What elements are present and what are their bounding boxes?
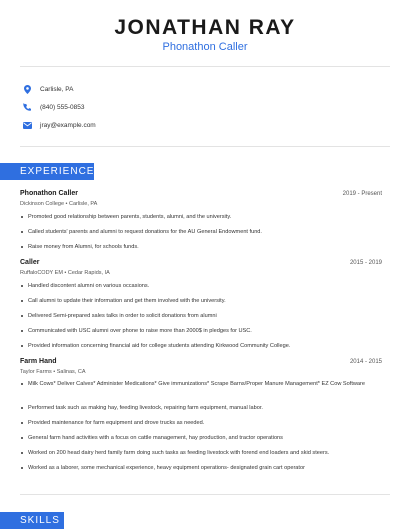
email-icon [22, 120, 32, 130]
job-bullet: Call alumni to update their information and get them involved with the university. [20, 297, 380, 305]
location-text: Carlisle, PA [40, 85, 74, 93]
job-bullet: Raise money from Alumni, for schools funds. [20, 243, 380, 251]
phone-icon [22, 102, 32, 112]
job-title-heading: Phonathon Caller [162, 41, 248, 53]
job-dates: 2014 - 2015 [349, 359, 382, 365]
job-bullet: Performed task such as making hay, feeding livestock, repairing farm equipment, manual labor. [20, 404, 380, 412]
contact-phone [22, 100, 84, 114]
job-bullet: Worked on 200 head dairy herd family farm doing such tasks as feeding livestock with forend end loaders and skid steers. [20, 449, 380, 457]
job-bullet: Provided maintenance for farm equipment and drove trucks as needed. [20, 419, 380, 427]
job-bullet: Delivered Semi-prepared sales talks in order to solicit donations from alumni [20, 312, 380, 320]
email-text: jray@example.com [40, 121, 96, 129]
job-dates: 2019 - Present [342, 191, 382, 197]
contact-email [22, 118, 96, 132]
job-dates: 2015 - 2019 [349, 260, 382, 266]
job-title: Caller [20, 259, 40, 266]
job-bullet: General farm hand activities with a focus on cattle management, hay production, and tractor operations [20, 434, 380, 442]
location-pin-icon [22, 84, 32, 94]
job-bullet: Called students' parents and alumni to request donations for the AU General Endowment fund. [20, 228, 380, 236]
job-bullet: Communicated with USC alumni over phone to raise more than 2000$ in pledges for USC. [20, 327, 380, 335]
section-heading-skills: SKILLS [0, 512, 64, 529]
divider [20, 66, 390, 67]
job-bullet: Milk Cows* Deliver Calves* Administer Medications* Give immunizations* Scrape Barns/Proper Manure Management* EZ Cow Software [20, 380, 380, 388]
job-employer: Dickinson College • Carlisle, PA [20, 201, 98, 207]
job-title: Farm Hand [20, 358, 57, 365]
divider [20, 146, 390, 147]
job-bullet: Worked as a laborer, some mechanical experience, heavy equipment operations- designated grain cart operator [20, 464, 380, 472]
job-bullet: Provided information concerning financial aid for college students attending Kirkwood Community College. [20, 342, 380, 350]
job-employer: Taylor Farms • Salinas, CA [20, 369, 86, 375]
job-employer: RuffaloCODY EM • Cedar Rapids, IA [20, 270, 110, 276]
contact-location [22, 82, 73, 96]
job-bullet: Promoted good relationship between parents, students, alumni, and the university. [20, 213, 380, 221]
divider [20, 494, 390, 495]
job-bullet: Handled discontent alumni on various occasions. [20, 282, 380, 290]
section-heading-experience: EXPERIENCE [0, 163, 94, 180]
job-title: Phonathon Caller [20, 190, 78, 197]
candidate-name: JONATHAN RAY [114, 16, 296, 39]
phone-text: (840) 555-0853 [40, 103, 85, 111]
